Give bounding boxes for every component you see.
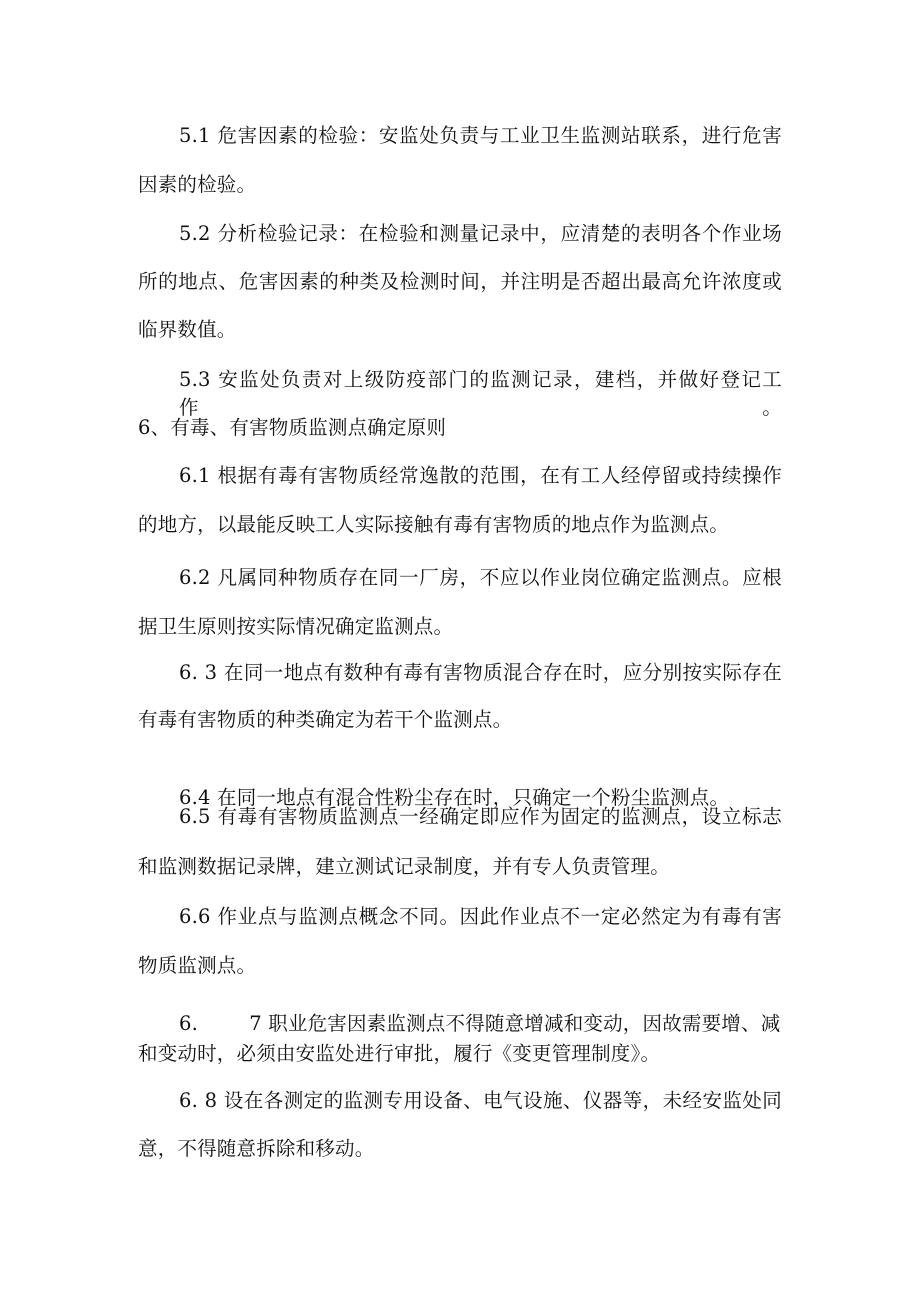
text-line-6-7: 6. 7 职业危害因素监测点不得随意增减和变动，因故需要增、减 xyxy=(179,1012,781,1035)
text-line-6-6-cont: 物质监测点。 xyxy=(138,954,257,977)
text-line-6-8-cont: 意，不得随意拆除和移动。 xyxy=(138,1137,375,1160)
text-line-5-2-cont-1: 所的地点、危害因素的种类及检测时间，并注明是否超出最高允许浓度或 xyxy=(138,270,782,293)
text-line-6-4: 6.4 在同一地点有混合性粉尘存在时，只确定一个粉尘监测点。 xyxy=(179,786,730,809)
text-line-6-7-cont: 和变动时，必须由安监处进行审批，履行《变更管理制度》。 xyxy=(138,1042,661,1065)
text-line-6-5: 6.5 有毒有害物质监测点一经确定即应作为固定的监测点，设立标志 xyxy=(179,805,782,828)
section-heading-6: 6、有毒、有害物质监测点确定原则 xyxy=(138,416,447,439)
text-line-5-2: 5.2 分析检验记录：在检验和测量记录中，应清楚的表明各个作业场 xyxy=(179,222,782,245)
text-line-6-6: 6.6 作业点与监测点概念不同。因此作业点不一定必然定为有毒有害 xyxy=(179,905,782,928)
text-line-5-3: 5.3 安监处负责对上级防疫部门的监测记录，建档，并做好登记工作。 xyxy=(179,368,782,419)
text-line-6-3: 6. 3 在同一地点有数种有毒有害物质混合存在时，应分别按实际存在 xyxy=(179,661,782,684)
text-line-6-2-cont: 据卫生原则按实际情况确定监测点。 xyxy=(138,615,454,638)
text-line-6-1-cont: 的地方，以最能反映工人实际接触有毒有害物质的地点作为监测点。 xyxy=(138,513,730,536)
text-line-6-2: 6.2 凡属同种物质存在同一厂房，不应以作业岗位确定监测点。应根 xyxy=(179,566,782,589)
text-line-5-1-cont: 因素的检验。 xyxy=(138,173,257,196)
text-line-5-2-cont-2: 临界数值。 xyxy=(138,318,237,341)
text-line-6-3-cont: 有毒有害物质的种类确定为若干个监测点。 xyxy=(138,708,513,731)
text-line-6-1: 6.1 根据有毒有害物质经常逸散的范围，在有工人经停留或持续操作 xyxy=(179,464,782,487)
text-line-6-8: 6. 8 设在各测定的监测专用设备、电气设施、仪器等，未经安监处同 xyxy=(179,1089,782,1112)
text-line-5-1: 5.1 危害因素的检验：安监处负责与工业卫生监测站联系，进行危害 xyxy=(179,124,782,147)
text-line-6-5-cont: 和监测数据记录牌，建立测试记录制度，并有专人负责管理。 xyxy=(138,855,670,878)
